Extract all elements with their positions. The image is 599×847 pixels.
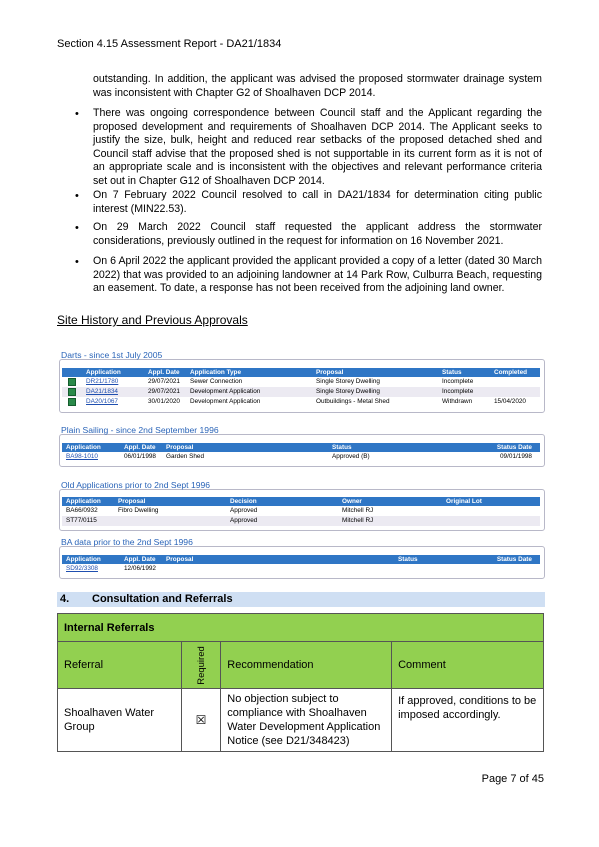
bullet-text-easement: On 6 April 2022 the applicant provided the applicant provided a copy of a letter (dated 30 March 2022) that was provided to an adjoining landowner at 14 Park Row, Culburra Beach, requesting an easement. To date, a response has not been received from the adjoining land owner. — [93, 255, 542, 295]
col-completed: Completed — [494, 369, 528, 376]
page-number: Page 7 of 45 — [481, 773, 544, 785]
darts-title: Darts - since 1st July 2005 — [61, 350, 163, 360]
plain-sailing-header-row — [62, 443, 540, 452]
referral-comment: If approved, conditions to be imposed accordingly. — [392, 689, 544, 752]
table-row: BA66/0932 Fibro Dwelling Approved Mitchell RJ — [66, 507, 374, 514]
col-owner: Owner — [342, 498, 362, 505]
section-4-heading — [57, 592, 545, 607]
ba-data-title: BA data prior to the 2nd Sept 1996 — [61, 537, 193, 547]
old-applications-header-row — [62, 497, 540, 506]
table-row: SD92/3308 12/06/1992 — [62, 564, 540, 574]
table-row — [58, 689, 544, 752]
document-icon[interactable] — [68, 398, 76, 406]
col-decision: Decision — [230, 498, 257, 505]
table-row: DA20/1067 30/01/2020 Development Application Outbuildings - Metal Shed Withdrawn 15/04/2020 — [62, 397, 540, 407]
col-proposal: Proposal — [166, 556, 194, 563]
table-row: ST77/0115 Approved Mitchell RJ — [62, 516, 540, 526]
table-row: DA21/1834 29/07/2021 Development Application Single Storey Dwelling Incomplete — [62, 387, 540, 397]
col-status: Status — [442, 369, 462, 376]
bullet-icon: • — [75, 222, 79, 234]
application-link[interactable]: DR21/1780 — [86, 378, 119, 385]
darts-table — [62, 368, 540, 407]
col-status-date: Status Date — [496, 444, 532, 451]
darts-header-row — [62, 368, 540, 377]
application-link[interactable]: DA20/1067 — [86, 398, 118, 405]
col-required: Required — [181, 642, 221, 689]
section-title: Consultation and Referrals — [92, 593, 233, 605]
document-icon[interactable] — [68, 378, 76, 386]
paragraph-stormwater: outstanding. In addition, the applicant was advised the proposed stormwater drainage system was inconsistent with Chapter G2 of Shoalhaven DCP 2014. — [93, 73, 542, 99]
bullet-icon: • — [75, 108, 79, 120]
col-proposal: Proposal — [118, 498, 146, 505]
col-application: Application — [66, 498, 101, 505]
col-appl-date: Appl. Date — [124, 556, 156, 563]
col-recommendation: Recommendation — [221, 642, 392, 689]
ba-data-header-row — [62, 555, 540, 564]
bullet-text-correspondence: There was ongoing correspondence between Council staff and the Applicant regarding the proposed development and requirements of Shoalhaven DCP 2014. The Applicant seeks to justify the size, bulk, height and reduced rear setbacks of the proposed detached shed and Council staff advise that the proposed shed is not supportable in its current form as it is not of an appropriate scale and is inconsistent with the objectives and relevant performance criteria set out in Chapter G12 of Shoalhaven DCP 2014. — [93, 107, 542, 187]
col-status: Status — [332, 444, 352, 451]
internal-referrals-table — [57, 613, 544, 752]
referral-name: Shoalhaven Water Group — [58, 689, 182, 752]
col-proposal: Proposal — [316, 369, 344, 376]
col-referral: Referral — [58, 642, 182, 689]
report-header: Section 4.15 Assessment Report - DA21/1834 — [57, 38, 282, 50]
plain-sailing-title: Plain Sailing - since 2nd September 1996 — [61, 425, 219, 435]
col-status: Status — [398, 556, 418, 563]
site-history-heading: Site History and Previous Approvals — [57, 313, 248, 327]
referrals-title: Internal Referrals — [58, 614, 544, 642]
bullet-text-call-in: On 7 February 2022 Council resolved to call in DA21/1834 for determination citing public interest (MIN22.53). — [93, 189, 542, 215]
table-row: BA98-1010 06/01/1998 Garden Shed Approved (B) 09/01/1998 — [62, 452, 540, 462]
required-checkbox: ☒ — [181, 689, 221, 752]
section-number: 4. — [60, 593, 70, 605]
col-application: Application — [66, 444, 101, 451]
col-application-type: Application Type — [190, 369, 242, 376]
col-appl-date: Appl. Date — [124, 444, 156, 451]
bullet-icon: • — [75, 256, 79, 268]
bullet-icon: • — [75, 190, 79, 202]
application-link[interactable]: BA98-1010 — [66, 453, 98, 460]
col-status-date: Status Date — [496, 556, 532, 563]
col-application: Application — [86, 369, 121, 376]
col-application: Application — [66, 556, 101, 563]
col-proposal: Proposal — [166, 444, 194, 451]
ba-data-table — [62, 555, 540, 574]
document-icon[interactable] — [68, 388, 76, 396]
plain-sailing-table — [62, 443, 540, 462]
application-link[interactable]: SD92/3308 — [66, 565, 98, 572]
col-appl-date: Appl. Date — [148, 369, 180, 376]
referral-recommendation: No objection subject to compliance with Shoalhaven Water Development Application Notice (see D21/348423) — [221, 689, 392, 752]
col-comment: Comment — [392, 642, 544, 689]
old-applications-table — [62, 497, 540, 526]
bullet-text-request: On 29 March 2022 Council staff requested the applicant address the stormwater considerations, previously outlined in the request for information on 16 November 2021. — [93, 221, 542, 247]
table-row: DR21/1780 29/07/2021 Sewer Connection Single Storey Dwelling Incomplete — [62, 377, 540, 387]
application-link[interactable]: DA21/1834 — [86, 388, 118, 395]
col-original-lot: Original Lot — [446, 498, 482, 505]
old-applications-title: Old Applications prior to 2nd Sept 1996 — [61, 480, 211, 490]
